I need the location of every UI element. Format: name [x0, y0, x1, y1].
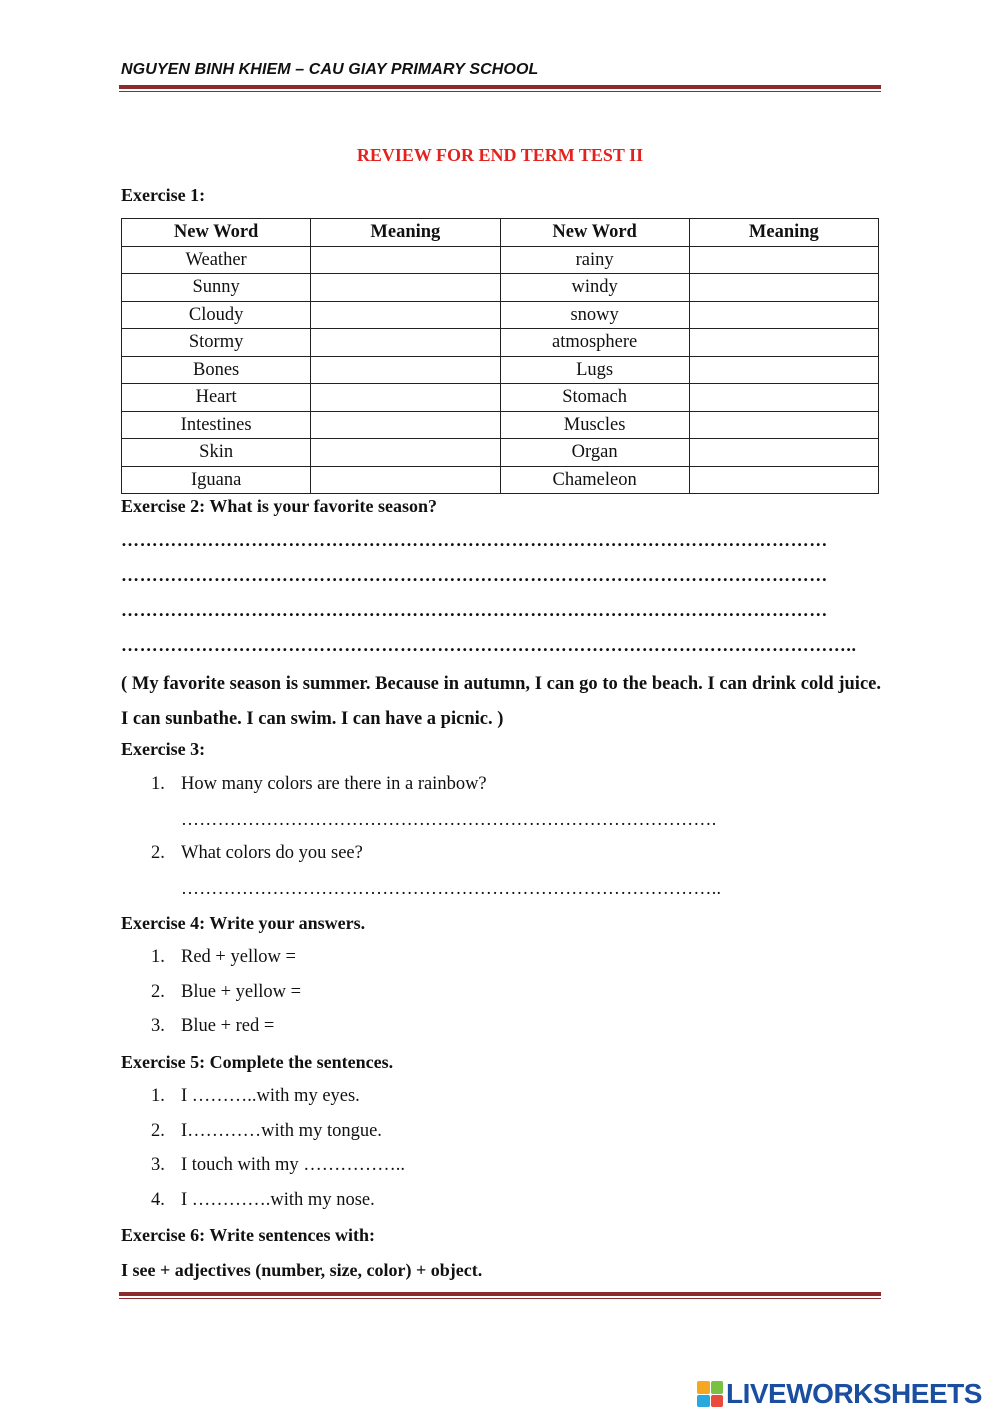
item-text: I touch with my …………….. — [181, 1155, 406, 1175]
answer-line[interactable]: …………………………………………………………………………………………………… — [121, 530, 828, 550]
word-cell: Lugs — [500, 356, 689, 384]
table-row — [122, 439, 879, 467]
table-row — [122, 466, 879, 494]
column-header: Meaning — [311, 219, 500, 247]
item-number: 1. — [151, 774, 165, 794]
liveworksheets-logo[interactable] — [697, 1378, 982, 1410]
answer-line[interactable]: ……………………………………………………………………………. — [181, 809, 717, 829]
word-cell: Stomach — [500, 384, 689, 412]
item-text: I…………with my tongue. — [181, 1121, 382, 1141]
meaning-cell[interactable] — [689, 356, 878, 384]
exercise6-pattern: I see + adjectives (number, size, color) + object. — [121, 1260, 483, 1280]
item-number: 2. — [151, 1121, 165, 1141]
table-row — [122, 356, 879, 384]
meaning-cell[interactable] — [311, 411, 500, 439]
footer-rule — [119, 1292, 881, 1299]
word-cell: Organ — [500, 439, 689, 467]
word-cell: Cloudy — [122, 301, 311, 329]
word-cell: Heart — [122, 384, 311, 412]
list-item[interactable] — [151, 1086, 360, 1107]
list-item[interactable] — [151, 1190, 375, 1211]
list-item[interactable] — [151, 1155, 405, 1176]
answer-line[interactable]: …………………………………………………………………………………………………… — [121, 565, 828, 585]
header-rule — [119, 85, 881, 92]
answer-line[interactable]: …………………………………………………………………………………………………… — [121, 600, 828, 620]
answer-line[interactable]: …………………………………………………………………………….. — [181, 878, 722, 898]
vocabulary-table — [121, 218, 879, 494]
sample-answer: ( My favorite season is summer. Because in autumn, I can go to the beach. I can drink cold juice. I can sunbathe. I can swim. I can have a picnic. ) — [121, 674, 881, 729]
item-text: I ………..with my eyes. — [181, 1086, 360, 1106]
item-text: Blue + red = — [181, 1016, 275, 1036]
word-cell: Weather — [122, 246, 311, 274]
word-cell: Skin — [122, 439, 311, 467]
item-text: Blue + yellow = — [181, 982, 302, 1002]
word-cell: Chameleon — [500, 466, 689, 494]
item-number: 3. — [151, 1155, 165, 1175]
word-cell: atmosphere — [500, 329, 689, 357]
exercise1-heading: Exercise 1: — [121, 185, 206, 205]
column-header: New Word — [500, 219, 689, 247]
meaning-cell[interactable] — [689, 384, 878, 412]
meaning-cell[interactable] — [689, 246, 878, 274]
word-cell: Iguana — [122, 466, 311, 494]
word-cell: rainy — [500, 246, 689, 274]
item-number: 2. — [151, 982, 165, 1002]
column-header: New Word — [122, 219, 311, 247]
meaning-cell[interactable] — [689, 301, 878, 329]
meaning-cell[interactable] — [311, 439, 500, 467]
item-text: I ………….with my nose. — [181, 1190, 375, 1210]
item-number: 4. — [151, 1190, 165, 1210]
list-item[interactable] — [151, 1016, 274, 1037]
item-number: 1. — [151, 947, 165, 967]
table-row — [122, 411, 879, 439]
meaning-cell[interactable] — [689, 329, 878, 357]
word-cell: windy — [500, 274, 689, 302]
table-row — [122, 274, 879, 302]
item-number: 1. — [151, 1086, 165, 1106]
meaning-cell[interactable] — [311, 329, 500, 357]
meaning-cell[interactable] — [689, 274, 878, 302]
table-row — [122, 246, 879, 274]
meaning-cell[interactable] — [311, 356, 500, 384]
item-number: 3. — [151, 1016, 165, 1036]
word-cell: Muscles — [500, 411, 689, 439]
meaning-cell[interactable] — [689, 466, 878, 494]
item-text: Red + yellow = — [181, 947, 296, 967]
word-cell: Sunny — [122, 274, 311, 302]
column-header: Meaning — [689, 219, 878, 247]
question-item — [151, 843, 363, 864]
table-row — [122, 384, 879, 412]
item-number: 2. — [151, 843, 165, 863]
meaning-cell[interactable] — [311, 466, 500, 494]
list-item[interactable] — [151, 1121, 382, 1142]
page-title: REVIEW FOR END TERM TEST II — [356, 145, 644, 165]
meaning-cell[interactable] — [689, 411, 878, 439]
question-text: How many colors are there in a rainbow? — [181, 774, 487, 794]
meaning-cell[interactable] — [311, 246, 500, 274]
answer-line[interactable]: ……………………………………………………………………………………………………….. — [121, 635, 857, 655]
word-cell: Intestines — [122, 411, 311, 439]
word-cell: Bones — [122, 356, 311, 384]
list-item[interactable] — [151, 982, 301, 1003]
word-cell: snowy — [500, 301, 689, 329]
meaning-cell[interactable] — [311, 384, 500, 412]
meaning-cell[interactable] — [311, 274, 500, 302]
exercise3-heading: Exercise 3: — [121, 739, 206, 759]
question-text: What colors do you see? — [181, 843, 363, 863]
list-item[interactable] — [151, 947, 296, 968]
word-cell: Stormy — [122, 329, 311, 357]
exercise2-heading: Exercise 2: What is your favorite season? — [121, 496, 437, 516]
question-item — [151, 774, 487, 795]
exercise6-heading: Exercise 6: Write sentences with: — [121, 1225, 375, 1245]
school-header: NGUYEN BINH KHIEM – CAU GIAY PRIMARY SCHOOL — [121, 61, 539, 78]
logo-text: LIVEWORKSHEETS — [726, 1378, 982, 1409]
exercise4-heading: Exercise 4: Write your answers. — [121, 913, 366, 933]
meaning-cell[interactable] — [311, 301, 500, 329]
logo-mark-icon — [697, 1381, 723, 1407]
exercise5-heading: Exercise 5: Complete the sentences. — [121, 1052, 394, 1072]
table-row — [122, 329, 879, 357]
table-row — [122, 301, 879, 329]
table-header-row — [122, 219, 879, 247]
meaning-cell[interactable] — [689, 439, 878, 467]
